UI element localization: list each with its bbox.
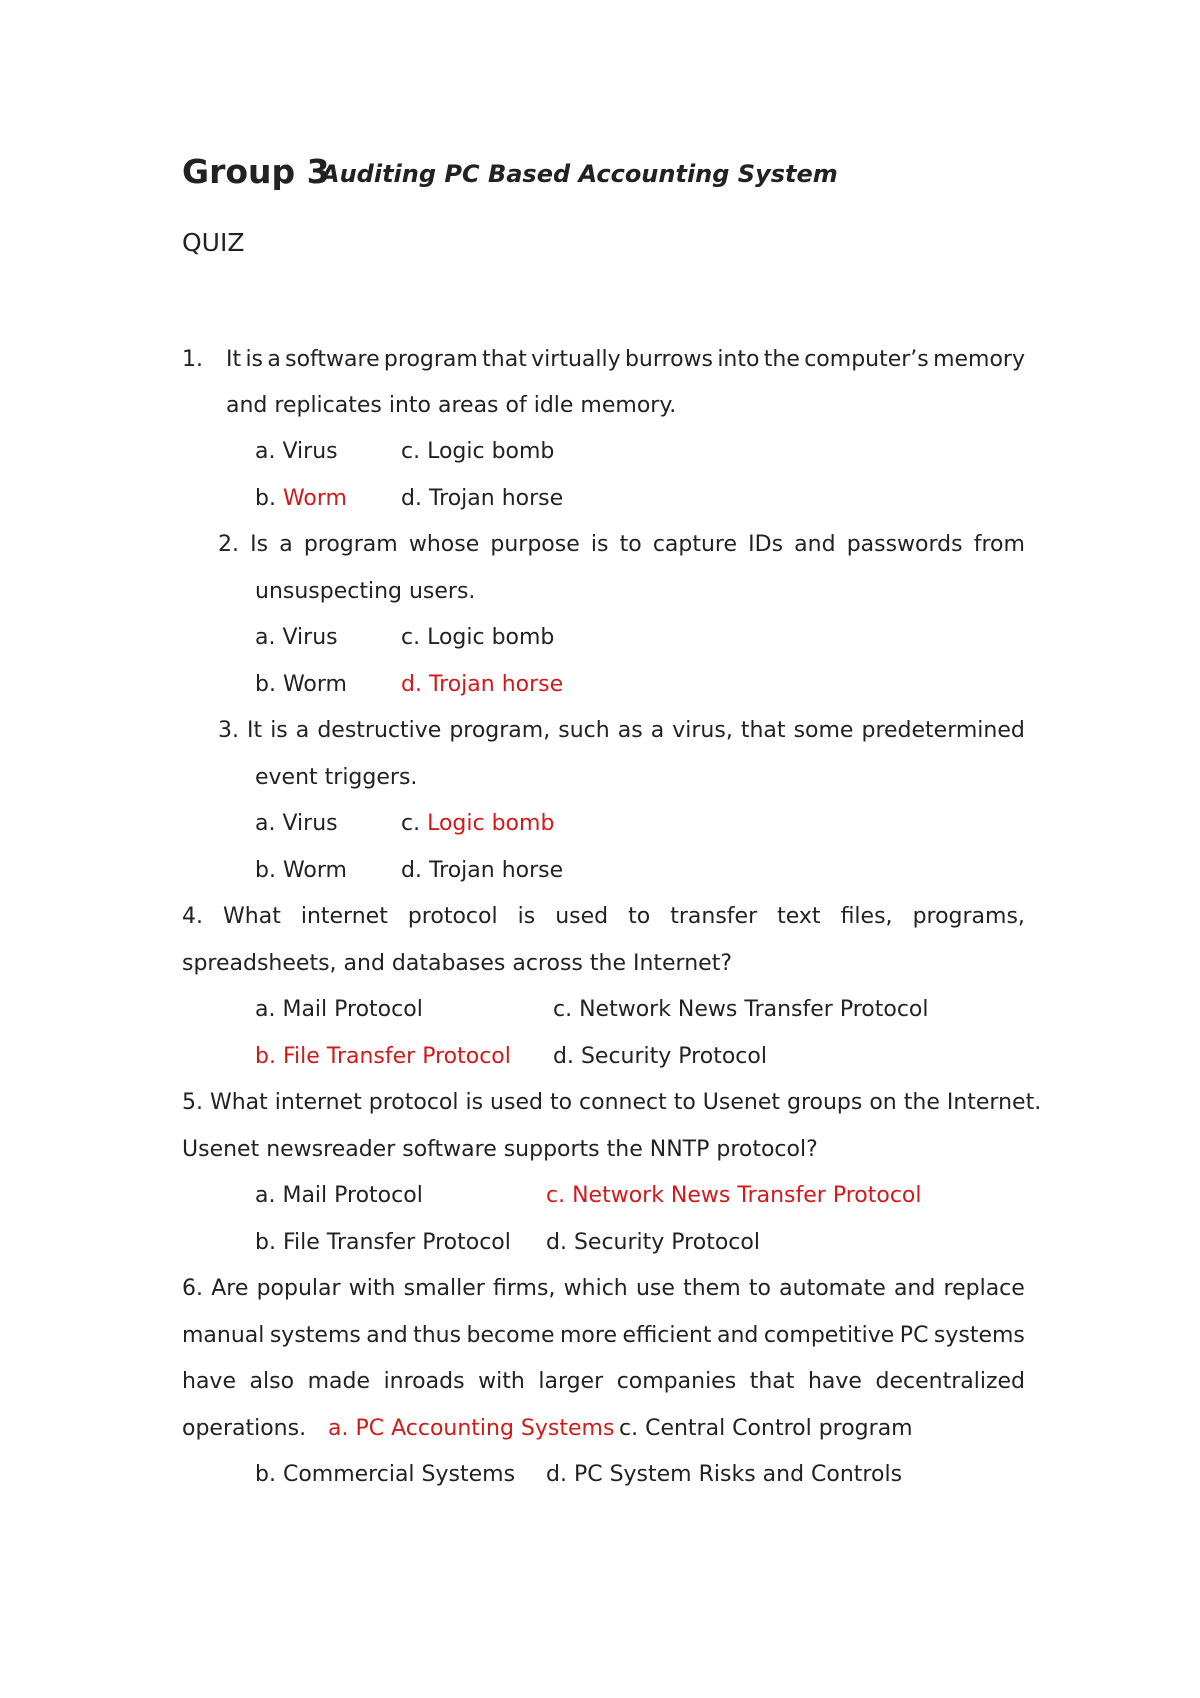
word: such [558,718,610,743]
word: that [482,347,527,372]
word: Are [211,1276,249,1301]
word: programs, [912,904,1025,929]
word: protocol [407,904,498,929]
word: automate [779,1276,886,1301]
q1-line1 [226,345,1025,375]
word: become [466,1323,555,1348]
q1-option-b-prefix: b. [255,486,283,511]
q6-line3 [182,1367,1025,1397]
word: have [807,1369,862,1394]
word: also [249,1369,295,1394]
q4-option-d: d. Security Protocol [553,1044,767,1069]
q3-option-a: a. Virus [255,811,338,836]
word: PC [899,1323,929,1348]
q3-option-b: b. Worm [255,858,347,883]
word: popular [256,1276,341,1301]
word: used [555,904,609,929]
word: IDs [748,532,784,557]
word: files, [840,904,893,929]
word: purpose [490,532,580,557]
word: decentralized [875,1369,1025,1394]
word: and [794,532,836,557]
word: replace [943,1276,1025,1301]
q5-line1: 5. What internet protocol is used to connect to Usenet groups on the Internet. [182,1090,1042,1115]
q1-line2: and replicates into areas of idle memory. [226,393,677,418]
word: What [223,904,281,929]
word: whose [408,532,480,557]
word: some [793,718,854,743]
q5-option-b: b. File Transfer Protocol [255,1230,511,1255]
word: is [517,904,536,929]
word: the [763,347,800,372]
word: systems [269,1323,361,1348]
word: smaller [403,1276,485,1301]
q5-option-a: a. Mail Protocol [255,1183,423,1208]
quiz-heading: QUIZ [182,228,245,257]
q1-number: 1. [182,347,203,372]
word: that [740,718,786,743]
q4-line1 [182,902,1025,932]
q1-answer: Worm [282,486,347,511]
word: 4. [182,904,203,929]
q6-line2 [182,1321,1025,1351]
q6-answer: a. PC Accounting Systems [328,1416,615,1441]
word: as [617,718,643,743]
q1-option-a: a. Virus [255,439,338,464]
word: 2. [218,532,239,557]
word: destructive [317,718,442,743]
word: burrows [624,347,713,372]
q2-line1 [218,530,1025,560]
word: text [777,904,821,929]
word: program [383,347,478,372]
word: predetermined [861,718,1025,743]
word: more [560,1323,617,1348]
word: is [270,718,288,743]
q4-line2: spreadsheets, and databases across the Internet? [182,951,732,976]
q3-option-c [401,809,554,839]
word: them [683,1276,741,1301]
word: efficient [622,1323,712,1348]
word: is [590,532,609,557]
q4-option-a: a. Mail Protocol [255,997,423,1022]
q6-option-c: c. Central Control program [619,1416,913,1441]
word: software [285,347,380,372]
q3-line2: event triggers. [255,765,418,790]
q3-answer: Logic bomb [427,811,555,836]
word: memory [933,347,1025,372]
word: that [749,1369,795,1394]
word: transfer [670,904,758,929]
word: firms, [493,1276,556,1301]
word: from [973,532,1025,557]
word: companies [616,1369,737,1394]
q1-option-b [255,484,347,514]
q3-option-d: d. Trojan horse [401,858,564,883]
word: have [182,1369,236,1394]
q6-option-b: b. Commercial Systems [255,1462,516,1487]
q2-option-a: a. Virus [255,625,338,650]
word: It [247,718,263,743]
word: made [307,1369,371,1394]
word: manual [182,1323,265,1348]
q3-line1 [218,716,1025,746]
word: internet [300,904,388,929]
q6-line4: operations. [182,1416,307,1441]
word: which [563,1276,628,1301]
word: to [619,532,642,557]
q2-option-b: b. Worm [255,672,347,697]
word: virtually [531,347,621,372]
word: into [717,347,760,372]
word: a [279,532,293,557]
q5-option-d: d. Security Protocol [546,1230,760,1255]
word: use [635,1276,675,1301]
word: program [303,532,398,557]
word: systems [933,1323,1025,1348]
group-heading: Group 3 [182,152,330,191]
word: and [717,1323,759,1348]
q6-line1 [182,1274,1025,1304]
word: computer’s [804,347,929,372]
word: to [628,904,651,929]
q5-line2: Usenet newsreader software supports the NNTP protocol? [182,1137,818,1162]
word: with [348,1276,396,1301]
q6-option-d: d. PC System Risks and Controls [546,1462,903,1487]
word: is [245,347,264,372]
word: Is [250,532,269,557]
word: a [650,718,665,743]
q2-line2: unsuspecting users. [255,579,476,604]
word: virus, [672,718,733,743]
word: a [267,347,281,372]
word: and [893,1276,936,1301]
word: 6. [182,1276,203,1301]
word: larger [538,1369,604,1394]
word: competitive [763,1323,895,1348]
word: passwords [846,532,963,557]
word: program, [449,718,551,743]
word: and [366,1323,408,1348]
q2-answer: d. Trojan horse [401,672,564,697]
q1-option-c: c. Logic bomb [401,439,555,464]
q2-option-c: c. Logic bomb [401,625,555,650]
q4-answer: b. File Transfer Protocol [255,1044,511,1069]
word: a [295,718,310,743]
word: with [478,1369,525,1394]
word: It [226,347,242,372]
word: to [748,1276,771,1301]
word: 3. [218,718,239,743]
q1-option-d: d. Trojan horse [401,486,564,511]
word: thus [413,1323,462,1348]
word: inroads [383,1369,465,1394]
document-subtitle: Auditing PC Based Accounting System [321,160,838,188]
word: capture [652,532,738,557]
q4-option-c: c. Network News Transfer Protocol [553,997,929,1022]
q3-option-c-prefix: c. [401,811,428,836]
q5-answer: c. Network News Transfer Protocol [546,1183,922,1208]
